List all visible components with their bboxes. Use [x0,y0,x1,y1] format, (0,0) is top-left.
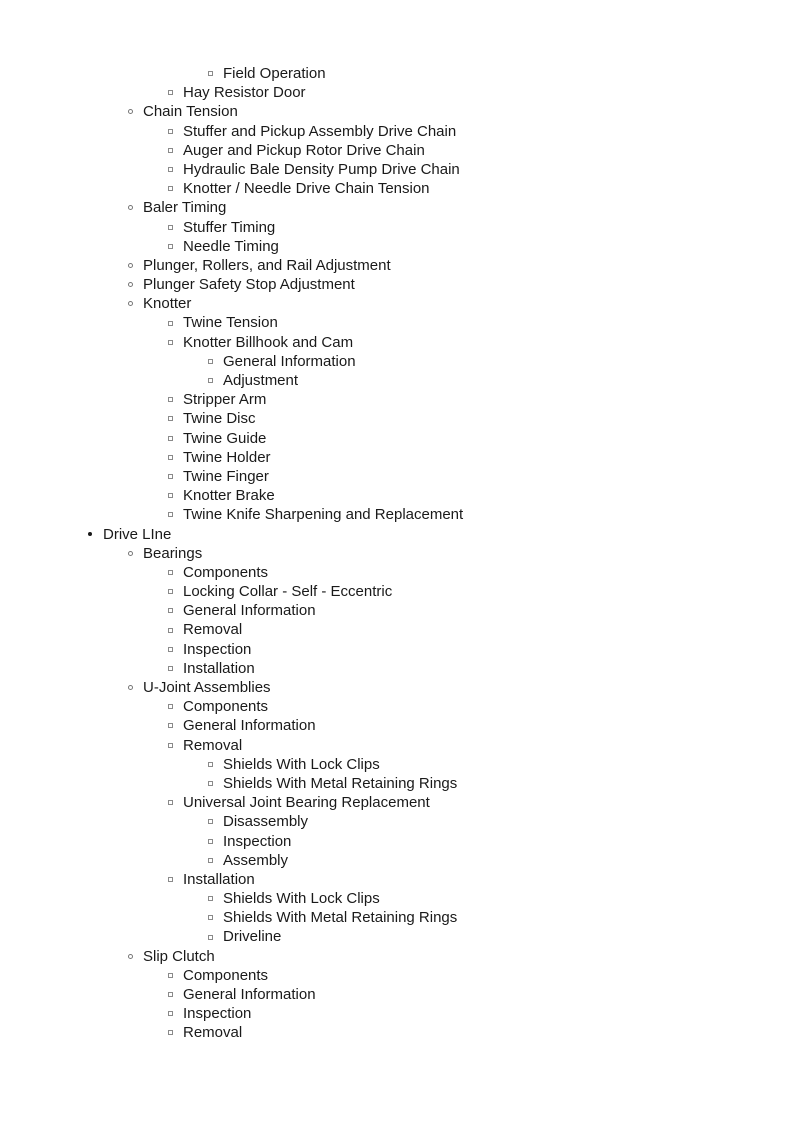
bullet-icon [165,1023,175,1042]
toc-item-label: Slip Clutch [143,947,215,965]
toc-item-level-1 [0,256,794,275]
bullet-icon [165,141,175,160]
bullet-icon [125,294,135,313]
toc-item-level-3 [0,927,794,946]
toc-item-level-1 [0,275,794,294]
toc-item-label: Knotter Billhook and Cam [183,333,354,351]
toc-item-label: Assembly [223,851,289,869]
bullet-icon [165,179,175,198]
toc-item-level-2 [0,697,794,716]
toc-item-level-1 [0,294,794,313]
toc-item-level-2 [0,390,794,409]
toc-item-label: Field Operation [223,65,326,82]
toc-item-level-2 [0,659,794,678]
toc-item-label: Plunger Safety Stop Adjustment [143,276,355,294]
toc-item-label: Shields With Metal Retaining Rings [223,774,458,792]
toc-item-level-2 [0,870,794,889]
toc-item-label: Disassembly [223,813,309,831]
toc-item-level-2 [0,601,794,620]
toc-item-level-3 [0,832,794,851]
toc-item-level-0 [0,525,794,544]
toc-item-level-2 [0,333,794,352]
table-of-contents [0,64,794,1043]
bullet-icon [205,64,215,83]
toc-item-level-1 [0,947,794,966]
toc-item-level-2 [0,218,794,237]
bullet-icon [205,371,215,390]
toc-item-label: Knotter / Needle Drive Chain Tension [183,180,430,198]
bullet-icon [205,352,215,371]
bullet-icon [205,832,215,851]
toc-item-label: Stuffer Timing [183,218,276,236]
bullet-icon [165,218,175,237]
toc-item-label: Twine Guide [183,429,267,447]
bullet-icon [165,870,175,889]
toc-item-label: Components [183,563,269,581]
toc-item-level-2 [0,486,794,505]
toc-item-level-2 [0,237,794,256]
toc-item-level-2 [0,716,794,735]
toc-item-label: Removal [183,736,243,754]
toc-item-label: Inspection [223,832,292,850]
toc-item-label: Installation [183,870,255,888]
toc-item-level-2 [0,793,794,812]
toc-item-label: Components [183,966,269,984]
toc-item-label: Plunger, Rollers, and Rail Adjustment [143,256,391,274]
toc-item-level-2 [0,122,794,141]
toc-item-label: Locking Collar - Self - Eccentric [183,583,393,601]
toc-item-level-1 [0,102,794,121]
bullet-icon [125,678,135,697]
bullet-icon [205,908,215,927]
bullet-icon [165,505,175,524]
bullet-icon [165,1004,175,1023]
bullet-icon [205,851,215,870]
bullet-icon [125,947,135,966]
toc-item-label: Installation [183,659,255,677]
toc-item-level-3 [0,774,794,793]
toc-item-level-3 [0,64,794,83]
bullet-icon [165,736,175,755]
toc-item-level-1 [0,198,794,217]
toc-item-label: Twine Finger [183,467,269,485]
bullet-icon [165,620,175,639]
toc-item-level-2 [0,141,794,160]
bullet-icon [165,429,175,448]
bullet-icon [125,198,135,217]
toc-item-level-2 [0,640,794,659]
toc-item-level-3 [0,352,794,371]
bullet-icon [165,237,175,256]
bullet-icon [85,525,95,544]
toc-item-level-2 [0,1004,794,1023]
toc-item-label: Shields With Metal Retaining Rings [223,909,458,927]
toc-item-label: Shields With Lock Clips [223,755,380,773]
toc-item-level-2 [0,620,794,639]
toc-item-label: General Information [223,352,356,370]
bullet-icon [205,755,215,774]
bullet-icon [205,812,215,831]
bullet-icon [165,486,175,505]
bullet-icon [165,985,175,1004]
bullet-icon [165,716,175,735]
bullet-icon [125,256,135,275]
bullet-icon [165,966,175,985]
toc-item-level-2 [0,563,794,582]
toc-item-level-3 [0,851,794,870]
toc-item-label: Knotter [143,295,192,313]
toc-item-label: Universal Joint Bearing Replacement [183,794,430,812]
toc-item-label: Knotter Brake [183,487,275,505]
toc-item-label: General Information [183,986,316,1003]
toc-item-label: Stuffer and Pickup Assembly Drive Chain [183,122,457,140]
toc-item-label: Twine Knife Sharpening and Replacement [183,506,464,524]
toc-item-level-2 [0,313,794,332]
toc-item-level-2 [0,467,794,486]
toc-item-label: Inspection [183,640,252,658]
toc-item-level-2 [0,736,794,755]
bullet-icon [205,927,215,946]
bullet-icon [125,544,135,563]
toc-item-level-3 [0,889,794,908]
bullet-icon [165,640,175,659]
toc-item-level-2 [0,448,794,467]
toc-item-label: General Information [183,717,316,735]
toc-item-level-3 [0,371,794,390]
bullet-icon [165,83,175,102]
toc-item-label: Shields With Lock Clips [223,890,380,908]
toc-item-label: Adjustment [223,372,299,389]
bullet-icon [205,774,215,793]
bullet-icon [165,793,175,812]
toc-item-label: Removal [183,621,243,639]
toc-item-label: Drive LIne [103,525,172,543]
toc-item-level-2 [0,179,794,198]
toc-item-level-3 [0,812,794,831]
toc-item-label: Components [183,698,269,716]
bullet-icon [165,409,175,428]
bullet-icon [205,889,215,908]
toc-item-label: Hay Resistor Door [183,84,306,102]
toc-item-level-3 [0,908,794,927]
toc-item-label: Inspection [183,1005,252,1023]
bullet-icon [165,160,175,179]
bullet-icon [165,601,175,620]
bullet-icon [165,563,175,582]
toc-item-label: Bearings [143,544,203,562]
toc-item-label: General Information [183,602,316,620]
toc-item-label: Baler Timing [143,199,227,217]
toc-item-label: Removal [183,1024,243,1042]
toc-item-level-1 [0,678,794,697]
toc-item-level-1 [0,544,794,563]
toc-item-level-2 [0,505,794,524]
bullet-icon [165,467,175,486]
toc-item-level-2 [0,83,794,102]
bullet-icon [165,390,175,409]
toc-item-label: Needle Timing [183,237,279,255]
bullet-icon [165,122,175,141]
toc-item-level-2 [0,409,794,428]
bullet-icon [165,448,175,467]
toc-item-level-3 [0,755,794,774]
toc-item-level-2 [0,1023,794,1042]
bullet-icon [165,582,175,601]
bullet-icon [165,697,175,716]
toc-item-label: U-Joint Assemblies [143,679,271,696]
bullet-icon [165,333,175,352]
toc-item-level-2 [0,985,794,1004]
toc-item-label: Driveline [223,928,282,946]
toc-item-level-2 [0,966,794,985]
bullet-icon [125,275,135,294]
toc-item-label: Hydraulic Bale Density Pump Drive Chain [183,160,460,178]
toc-item-label: Twine Disc [183,410,256,428]
bullet-icon [165,313,175,332]
toc-item-label: Chain Tension [143,103,238,121]
toc-item-label: Twine Holder [183,448,271,466]
toc-item-level-2 [0,160,794,179]
toc-item-label: Auger and Pickup Rotor Drive Chain [183,141,425,159]
toc-item-level-2 [0,429,794,448]
toc-item-label: Twine Tension [183,314,278,332]
toc-item-level-2 [0,582,794,601]
bullet-icon [165,659,175,678]
toc-item-label: Stripper Arm [183,391,267,409]
bullet-icon [125,102,135,121]
